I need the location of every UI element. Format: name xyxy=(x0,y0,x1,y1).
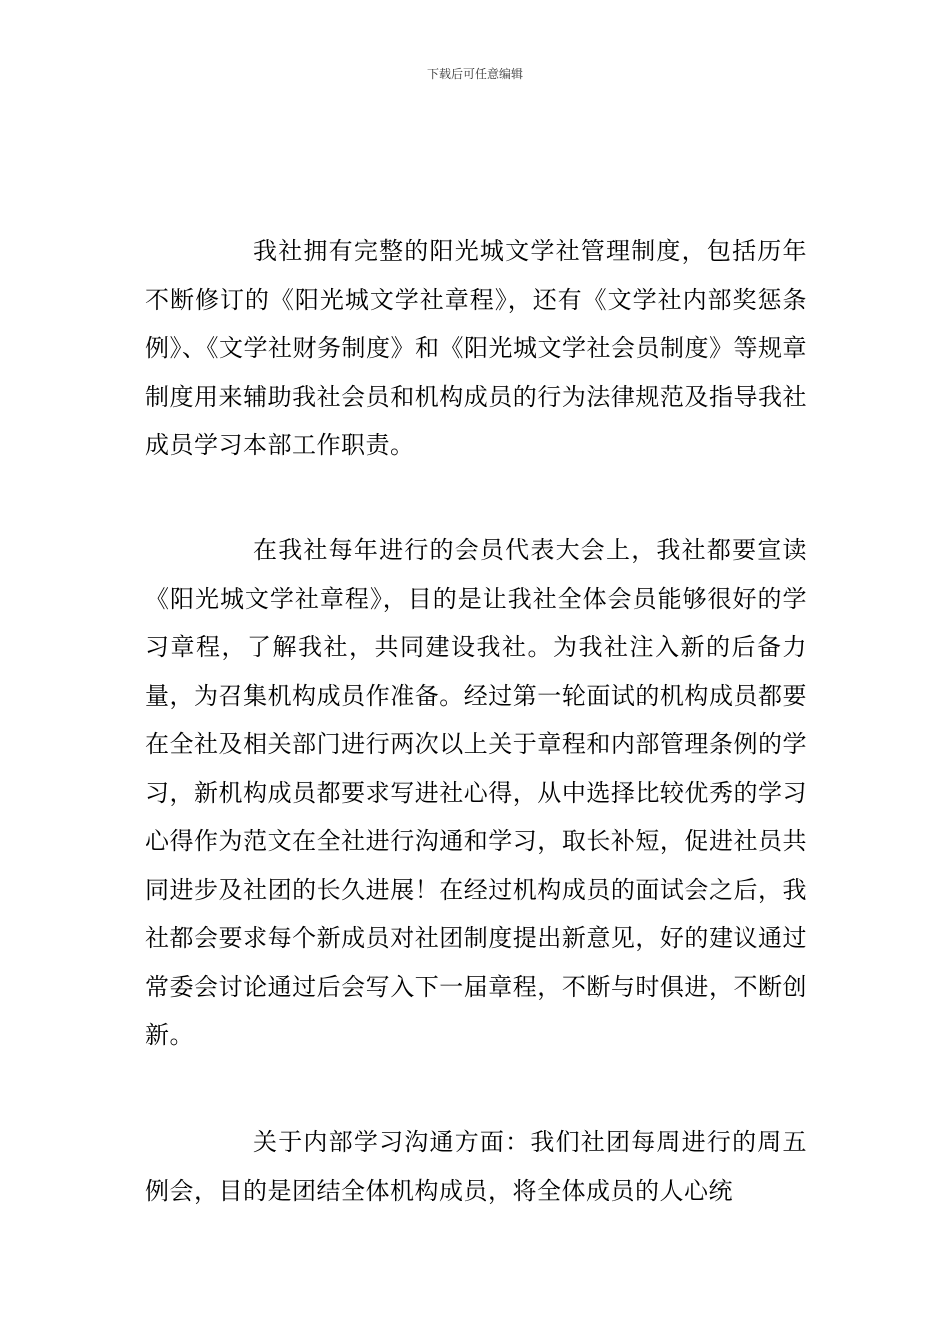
paragraph-internal-communication xyxy=(145,1118,807,1215)
paragraph-text: 我社拥有完整的阳光城文学社管理制度，包括历年不断修订的《阳光城文学社章程》，还有《文学社内部奖惩条例》、《文学社财务制度》和《阳光城文学社会员制度》等规章制度用来辅助我社会员和机构成员的行为法律规范及指导我社成员学习本部工作职责。 xyxy=(145,237,807,459)
paragraph-member-congress xyxy=(145,526,807,1060)
paragraph-management-system xyxy=(145,227,807,470)
paragraph-text: 在我社每年进行的会员代表大会上，我社都要宣读《阳光城文学社章程》，目的是让我社全体会员能够很好的学习章程，了解我社，共同建设我社。为我社注入新的后备力量，为召集机构成员作准备。经过第一轮面试的机构成员都要在全社及相关部门进行两次以上关于章程和内部管理条例的学习，新机构成员都要求写进社心得，从中选择比较优秀的学习心得作为范文在全社进行沟通和学习，取长补短，促进社员共同进步及社团的长久进展！在经过机构成员的面试会之后，我社都会要求每个新成员对社团制度提出新意见，好的建议通过常委会讨论通过后会写入下一届章程，不断与时俱进，不断创新。 xyxy=(145,536,807,1049)
paragraph-text: 关于内部学习沟通方面：我们社团每周进行的周五例会，目的是团结全体机构成员，将全体成员的人心统 xyxy=(145,1128,807,1205)
page-header: 下载后可任意编辑 xyxy=(426,67,523,81)
